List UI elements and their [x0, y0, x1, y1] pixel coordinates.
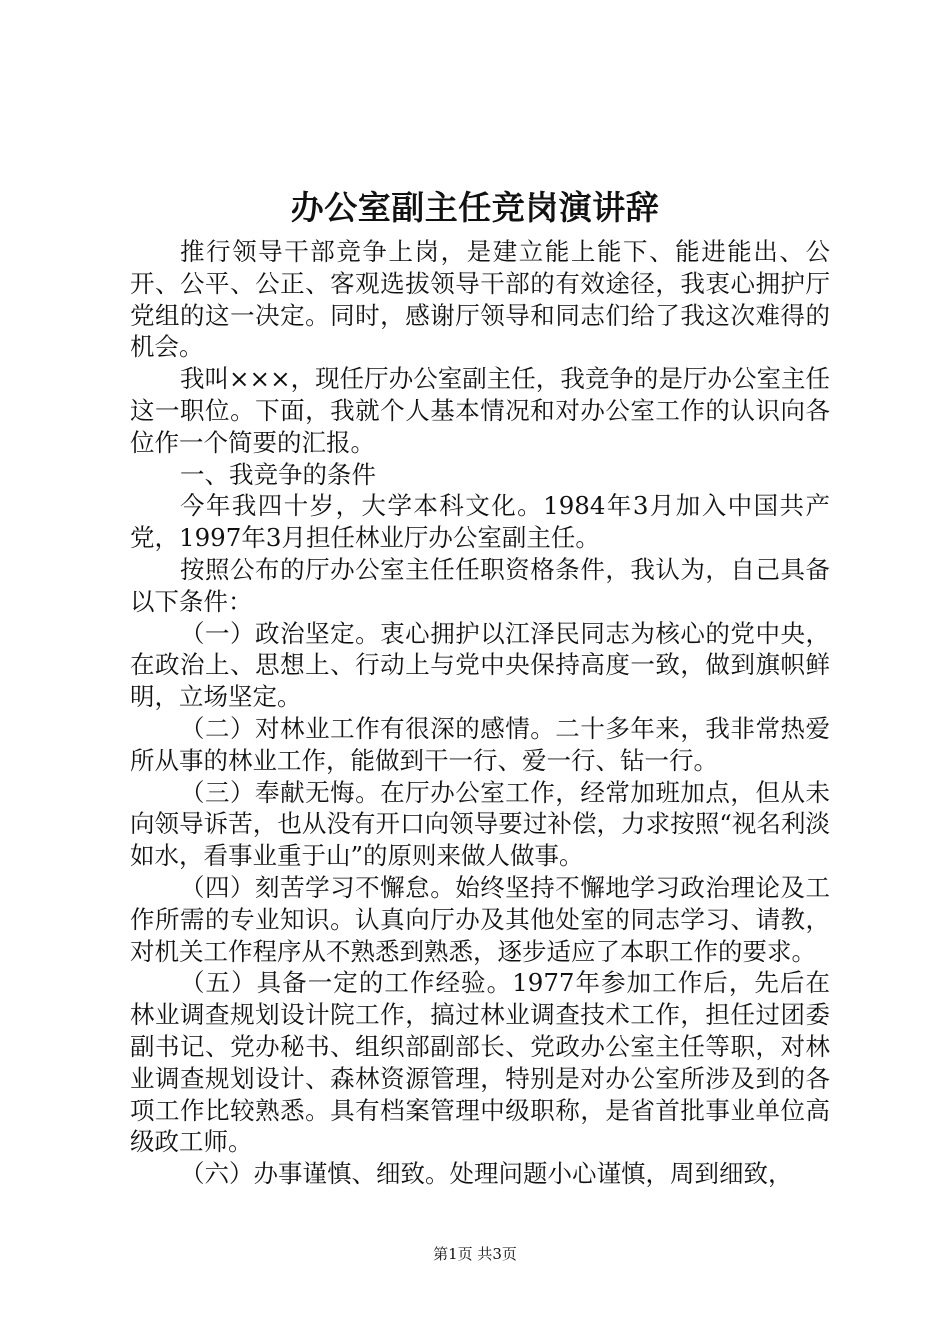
- paragraph-background: 今年我四十岁，大学本科文化。1984年3月加入中国共产党，1997年3月担任林业厅办公室副主任。: [130, 491, 830, 553]
- document-body: [130, 236, 830, 1190]
- paragraph-condition-4: （四）刻苦学习不懈怠。始终坚持不懈地学习政治理论及工作所需的专业知识。认真向厅办及其他处室的同志学习、请教，对机关工作程序从不熟悉到熟悉，逐步适应了本职工作的要求。: [130, 872, 830, 966]
- paragraph-condition-3: （三）奉献无悔。在厅办公室工作，经常加班加点，但从未向领导诉苦，也从没有开口向领导要过补偿，力求按照“视名利淡如水，看事业重于山”的原则来做人做事。: [130, 777, 830, 871]
- section-heading: 一、我竞争的条件: [180, 459, 376, 489]
- document-title: 办公室副主任竞岗演讲辞: [290, 188, 660, 227]
- paragraph-condition-2: （二）对林业工作有很深的感情。二十多年来，我非常热爱所从事的林业工作，能做到干一行、爱一行、钻一行。: [130, 713, 830, 775]
- paragraph-intro: 推行领导干部竞争上岗，是建立能上能下、能进能出、公开、公平、公正、客观选拔领导干部的有效途径，我衷心拥护厅党组的这一决定。同时，感谢厅领导和同志们给了我这次难得的机会。: [130, 237, 830, 362]
- page-footer: 第1页 共3页: [433, 1245, 517, 1263]
- paragraph-self-intro: 我叫×××，现任厅办公室副主任，我竞争的是厅办公室主任这一职位。下面，我就个人基本情况和对办公室工作的认识向各位作一个简要的汇报。: [130, 364, 830, 457]
- paragraph-conditions-lead: 按照公布的厅办公室主任任职资格条件，我认为，自己具备以下条件：: [130, 554, 830, 616]
- paragraph-condition-1: （一）政治坚定。衷心拥护以江泽民同志为核心的党中央，在政治上、思想上、行动上与党中央保持高度一致，做到旗帜鲜明，立场坚定。: [130, 618, 830, 712]
- paragraph-condition-5: （五）具备一定的工作经验。1977年参加工作后，先后在林业调查规划设计院工作，搞过林业调查技术工作，担任过团委副书记、党办秘书、组织部副部长、党政办公室主任等职，对林业调查规划设计、森林资源管理，特别是对办公室所涉及到的各项工作比较熟悉。具有档案管理中级职称，是省首批事业单位高级政工师。: [130, 968, 830, 1157]
- paragraph-condition-6: （六）办事谨慎、细致。处理问题小心谨慎，周到细致，: [180, 1159, 793, 1189]
